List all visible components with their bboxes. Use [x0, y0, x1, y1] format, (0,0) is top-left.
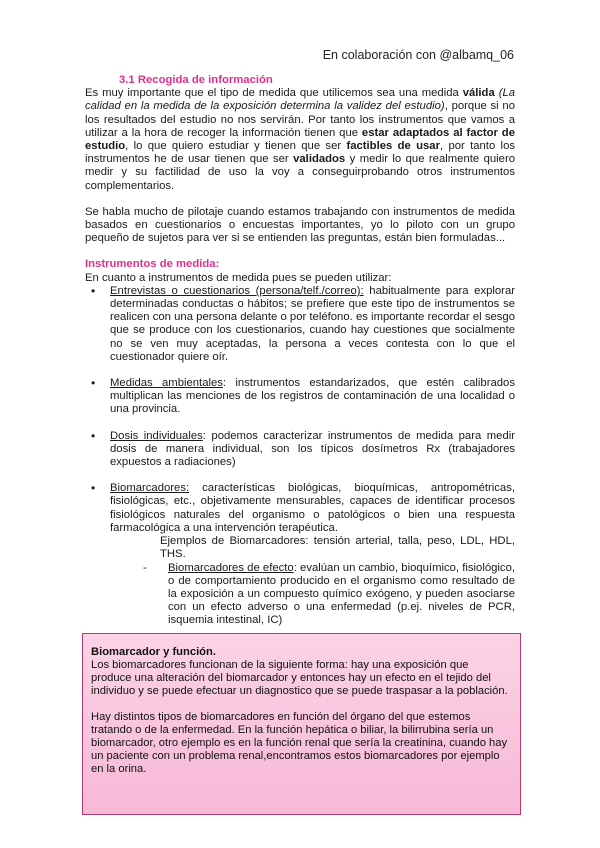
term-medidas: Medidas ambientales: [110, 377, 223, 390]
instruments-heading: Instrumentos de medida:: [85, 258, 220, 271]
p1-part-j: y medir lo que realmente quiero medir y su factilidad de uso la voy a conseguirprobando otros instrumentos complementarios.: [85, 153, 515, 192]
list-item-medidas: [85, 377, 515, 417]
text-medidas: : instrumentos estandarizados, que estén calibrados multiplican las menciones de los registros de contaminación de una localidad o una provincia.: [110, 377, 515, 416]
instruments-list: [85, 285, 515, 628]
p1-validados: validados: [293, 153, 346, 166]
text-efecto: : evalúan un cambio, bioquímico, fisiológico, o de comportamiento producido en el organismo como resultado de la exposición a un compuesto químico exógeno, y pueden asociarse con un efecto adverso o una enfermedad (p.ej. niveles de PCR, isquemia intestinal, IC): [168, 561, 515, 627]
p1-factibles: factibles de usar: [346, 140, 440, 153]
list-item-biomarcadores: [85, 482, 515, 627]
box-title: Biomarcador y función.: [91, 646, 216, 658]
p1-part-a: Es muy importante que el tipo de medida que utilicemos sea una medida: [85, 87, 463, 100]
dash-marker: -: [143, 561, 147, 574]
main-content: [85, 74, 515, 628]
term-biomarcadores: Biomarcadores:: [110, 482, 190, 495]
box-paragraph-2: Hay distintos tipos de biomarcadores en función del órgano del que estemos tratando o de la enfermedad. En la función hepática o biliar, la bilirrubina sería un biomarcador, otro ejemplo es en la función renal que sería la creatinina, cuando hay un paciente con un problema renal,encontramos estos biomarcadores por ejemplo en la orina.: [91, 711, 508, 775]
sub-item-efecto: [143, 562, 515, 628]
box-paragraph-1: Los biomarcadores funcionan de la siguiente forma: hay una exposición que produce una alteración del biomarcador y entonces hay un efecto en el tejido del individuo y se puede efectuar un diagnostico que se puede traspasar a la población.: [91, 659, 508, 697]
p1-part-f: , lo que quiero estudiar y tienen que ser: [125, 140, 347, 153]
text-dosis: : podemos caracterizar instrumentos de medida para medir dosis de manera individual, son los típicos dosímetros Rx (trabajadores expuestos a radiaciones): [110, 429, 515, 469]
p1-part-h: , por tanto los instrumentos he de usar tienen que ser: [85, 140, 515, 166]
text-biomarcadores: características biológicas, bioquímicas, antropométricas, fisiológicas, etc., objetivamente mensurables, capaces de identificar procesos fisiológicos naturales del organismo o patológicos o bien una respuesta farmacológica a una intervención terapéutica.: [110, 482, 515, 534]
section-title: 3.1 Recogida de información: [119, 74, 273, 86]
instruments-intro: En cuanto a instrumentos de medida pues se pueden utilizar:: [85, 271, 392, 284]
list-item-dosis: [85, 430, 515, 470]
term-dosis: Dosis individuales: [110, 429, 203, 442]
term-efecto: Biomarcadores de efecto: [168, 561, 294, 574]
paragraph-pilotaje: Se habla mucho de pilotaje cuando estamos trabajando con instrumentos de medida basados en cuestionarios o encuestas importantes, yo lo piloto con un grupo pequeño de sujetos para ver si se entienden las preguntas, están bien formuladas...: [85, 205, 515, 245]
biomarker-function-box: [82, 633, 521, 815]
list-item-entrevistas: [85, 285, 515, 364]
text-entrevistas: habitualmente para explorar determinadas conductas o hábitos; se prefiere que este tipo de instrumentos se realicen con una persona delante o por teléfono. es importante recordar el sesgo que se produce con los cuestionarios, cuando hay cuestiones que socialmente no se ven muy aceptadas, la persona a veces contesta con lo que el cuestionador quiere oír.: [110, 284, 515, 363]
p1-adaptados: estar adaptados al factor de estudio: [85, 126, 515, 153]
biomarker-examples: Ejemplos de Biomarcadores: tensión arterial, talla, peso, LDL, HDL, THS.: [160, 535, 515, 561]
p1-part-d: , porque si no los resultados del estudio no nos servirán. Por tanto los instrumentos que vamos a utilizar a la hora de recoger la información tienen que: [85, 100, 515, 139]
p1-valida: válida: [462, 87, 495, 100]
p1-quote: (La calidad en la medida de la exposición determina la validez del estudio): [85, 87, 516, 113]
collaboration-header: En colaboración con @albamq_06: [322, 48, 514, 62]
paragraph-validity: [85, 87, 515, 193]
term-entrevistas: Entrevistas o cuestionarios (persona/telf./correo):: [110, 284, 364, 297]
